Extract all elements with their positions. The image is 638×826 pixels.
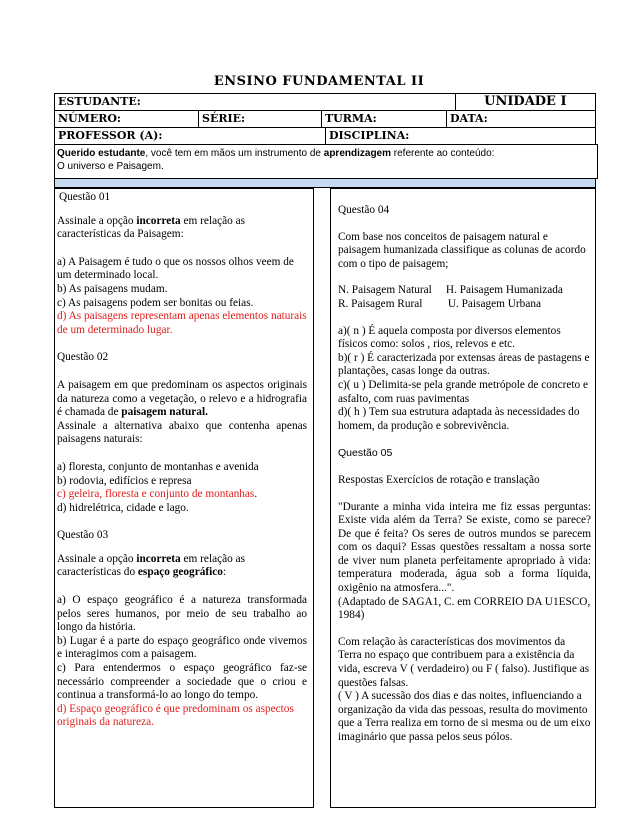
instructions-bold: aprendizagem [323,148,392,159]
question-5-source: (Adaptado de SAGA1, C. em CORREIO DA U1ESCO, 1984) [338,595,591,622]
header-row-student [54,93,596,111]
question-4-item-d[interactable]: d)( h ) Tem sua estrutura adaptada às necessidades do homem, da produção e sobrevivência. [338,406,580,432]
question-5-subtitle: Respostas Exercícios de rotação e translação [338,473,540,486]
question-5-stem: Com relação às características dos movimentos da Terra no espaço que contribuem para a existência da vida, escreva V ( verdadeiro) ou F ( falso). Justifique as questões falsas. [338,635,590,689]
header-row-number [54,110,596,128]
question-1-option-a[interactable]: a) A Paisagem é tudo o que os nossos olhos veem de um determinado local. [57,255,294,282]
question-3-option-a[interactable]: a) O espaço geográfico é a natureza transformada pelos seres humanos, por meio de seu trabalho ao longo da história. [57,594,307,634]
number-field[interactable]: NÚMERO: [55,111,199,128]
question-3-stem: Assinale a opção incorreta em relação as características do espaço geográfico: [57,552,246,579]
question-1-option-d[interactable]: d) As paisagens representam apenas elementos naturais de um determinado lugar. [57,310,307,336]
grade-field[interactable]: SÉRIE: [199,111,322,128]
instructions-box [54,144,598,179]
question-2-stem: A paisagem em que predominam os aspectos originais da natureza como a vegetação, o relevo e a hidrografia é chamada de paisagem natural. [57,378,307,419]
question-5-item-1[interactable]: ( V ) A sucessão dos dias e das noites, influenciando a organização da vida das pessoas, resulta do movimento que a Terra realiza em torno de si mesma ou de um eixo imaginário que passa pelos seus pólos. [338,690,591,743]
question-5-title: Questão 05 [338,447,393,460]
unit-label: UNIDADE I [455,94,595,111]
class-field[interactable]: TURMA: [322,111,447,128]
question-4-title: Questão 04 [338,204,390,216]
question-2-instruction: Assinale a alternativa abaixo que contenha apenas paisagens naturais: [57,419,307,446]
right-column [330,188,596,808]
question-4-key-2: R. Paisagem Rural U. Paisagem Urbana [338,297,541,310]
question-2-title: Questão 02 [57,351,109,364]
student-field[interactable]: ESTUDANTE: [55,94,456,111]
question-3-option-d[interactable]: d) Espaço geográfico é que predominam os aspectos originais da natureza. [57,702,294,729]
instructions-text-end: referente ao conteúdo: [391,148,495,159]
question-3-option-c[interactable]: c) Para entendermos o espaço geográfico faz-se necessário compreender a sociedade que o criou e continua a transformá-lo ao longo do tempo. [57,662,307,702]
question-1-title: Questão 01 [59,191,111,203]
question-1-stem: Assinale a opção incorreta em relação as características da Paisagem: [57,214,246,241]
question-1-option-c[interactable]: c) As paisagens podem ser bonitas ou feias. [57,296,254,309]
question-1-option-b[interactable]: b) As paisagens mudam. [57,282,168,295]
question-2-option-b[interactable]: b) rodovia, edifícios e represa [57,474,192,487]
question-4-item-a[interactable]: a)( n ) É aquela composta por diversos elementos físicos como: solos , rios, relevos e etc. [338,324,561,351]
date-field[interactable]: DATA: [447,111,596,128]
instructions-text: , você tem em mãos um instrumento de [145,148,324,159]
question-3-option-b[interactable]: b) Lugar é a parte do espaço geográfico onde vivemos e interagimos com a paisagem. [57,634,307,661]
header-band [54,178,596,188]
left-column [54,188,314,808]
header-row-teacher [54,127,596,145]
question-2-option-c[interactable]: c) geleira, floresta e conjunto de montanhas. [57,488,258,501]
subject-field[interactable]: DISCIPLINA: [326,128,596,145]
content-topic: O universo e Paisagem. [57,161,164,172]
question-2-option-d[interactable]: d) hidrelétrica, cidade e lago. [57,501,189,514]
question-4-key-1: N. Paisagem Natural H. Paisagem Humanizada [338,284,563,297]
page-title: ENSINO FUNDAMENTAL II [213,74,425,89]
question-5-quote: "Durante a minha vida inteira me fiz essas perguntas: Existe vida além da Terra? Se existe, como se parece? De que é feita? Os seres de outros mundos se parecem com os daqui? Essas questões ressaltam a nossa sorte de viver num planeta perfeitamente apropriado à vida: temperatura moderada, água sob a forma líquida, oxigênio na atmosfera...". [338,500,591,595]
question-3-title: Questão 03 [57,529,109,542]
question-2-option-a[interactable]: a) floresta, conjunto de montanhas e avenida [57,460,259,473]
greeting: Querido estudante [57,148,146,159]
question-4-item-b[interactable]: b)( r ) É caracterizada por extensas áreas de pastagens e plantações, casas longe da outras. [338,351,590,378]
question-4-item-c[interactable]: c)( u ) Delimita-se pela grande metrópole de concreto e asfalto, com ruas pavimentas [338,378,588,405]
question-4-stem: Com base nos conceitos de paisagem natural e paisagem humanizada classifique as colunas de acordo com o tipo de paisagem; [338,230,586,270]
teacher-field[interactable]: PROFESSOR (A): [55,128,326,145]
